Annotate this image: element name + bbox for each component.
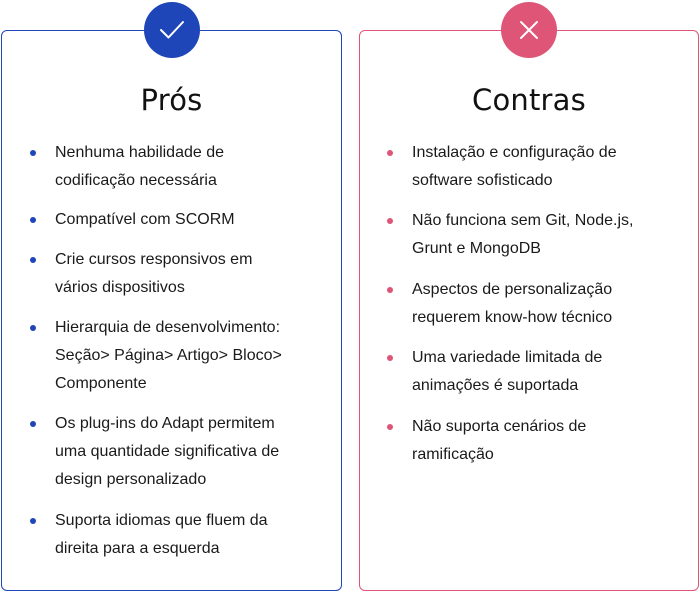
- pros-card: [1, 30, 342, 591]
- pros-item: [2, 410, 341, 494]
- pros-item: [2, 314, 341, 398]
- item-line: vários dispositivos: [55, 279, 185, 296]
- bullet-icon: [30, 217, 36, 223]
- item-line: Compatível com SCORM: [55, 211, 235, 228]
- check-icon: [144, 2, 200, 58]
- cons-item: [360, 344, 698, 400]
- item-line: Seção> Página> Artigo> Bloco>: [55, 347, 282, 364]
- item-line: Não funciona sem Git, Node.js,: [412, 212, 634, 229]
- bullet-icon: [387, 287, 393, 293]
- bullet-icon: [30, 150, 36, 156]
- item-line: Suporta idiomas que fluem da: [55, 512, 268, 529]
- cons-card: [359, 30, 699, 591]
- item-line: ramificação: [412, 446, 494, 463]
- item-line: Hierarquia de desenvolvimento:: [55, 319, 281, 336]
- bullet-icon: [30, 325, 36, 331]
- item-line: direita para a esquerda: [55, 540, 220, 557]
- item-line: Componente: [55, 375, 147, 392]
- item-line: software sofisticado: [412, 172, 553, 189]
- pros-item: [2, 246, 341, 302]
- item-line: Grunt e MongoDB: [412, 240, 541, 257]
- pros-list: [2, 139, 341, 563]
- pros-item: [2, 507, 341, 563]
- bullet-icon: [387, 218, 393, 224]
- bullet-icon: [30, 257, 36, 263]
- bullet-icon: [30, 518, 36, 524]
- item-line: animações é suportada: [412, 377, 579, 394]
- item-line: Os plug-ins do Adapt permitem: [55, 415, 275, 432]
- pros-item: [2, 206, 341, 234]
- pros-title: Prós: [140, 83, 203, 117]
- item-line: requerem know-how técnico: [412, 309, 613, 326]
- cons-item: [360, 413, 698, 469]
- item-line: Crie cursos responsivos em: [55, 251, 253, 268]
- item-line: Instalação e configuração de: [412, 144, 617, 161]
- item-line: design personalizado: [55, 471, 207, 488]
- cons-item: [360, 139, 698, 195]
- bullet-icon: [387, 150, 393, 156]
- item-line: Uma variedade limitada de: [412, 349, 603, 366]
- item-line: Nenhuma habilidade de: [55, 144, 225, 161]
- item-line: Não suporta cenários de: [412, 418, 587, 435]
- bullet-icon: [30, 421, 36, 427]
- cons-list: [360, 139, 698, 469]
- bullet-icon: [387, 355, 393, 361]
- item-line: codificação necessária: [55, 172, 217, 189]
- cons-title: Contras: [472, 83, 586, 117]
- bullet-icon: [387, 424, 393, 430]
- item-line: uma quantidade significativa de: [55, 443, 280, 460]
- pros-item: [2, 139, 341, 195]
- cons-item: [360, 207, 698, 263]
- item-line: Aspectos de personalização: [412, 281, 613, 298]
- cons-item: [360, 276, 698, 332]
- close-icon: [501, 2, 557, 58]
